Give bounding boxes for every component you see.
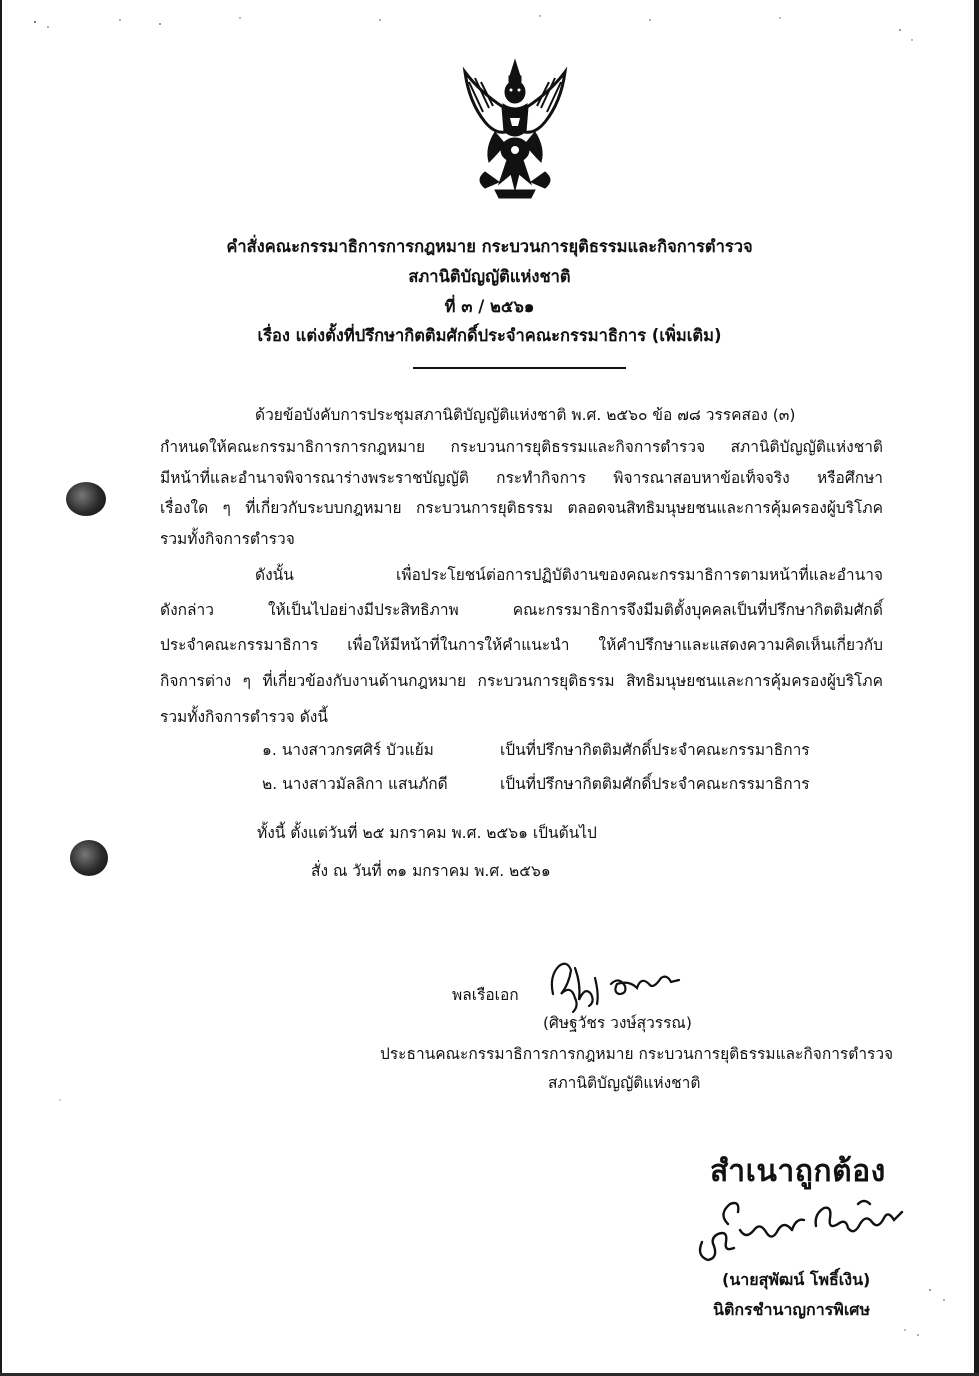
signer-position: ประธานคณะกรรมาธิการการกฎหมาย กระบวนการยุติธรรมและกิจการตำรวจ <box>380 1045 894 1063</box>
appointee-role: เป็นที่ปรึกษากิตติมศักดิ์ประจำคณะกรรมาธิการ <box>500 775 810 793</box>
paragraph-line: ดังนั้น เพื่อประโยชน์ต่อการปฏิบัติงานของคณะกรรมาธิการตามหน้าที่และอำนาจ <box>255 566 883 584</box>
appointee-name: ๒. นางสาวมัลลิกา แสนภักดี <box>262 775 448 793</box>
paragraph-line: รวมทั้งกิจการตำรวจ <box>160 530 295 548</box>
punch-hole <box>70 840 108 876</box>
signer-organization: สภานิติบัญญัติแห่งชาติ <box>548 1074 701 1092</box>
paragraph-line: ด้วยข้อบังคับการประชุมสภานิติบัญญัติแห่งชาติ พ.ศ. ๒๕๖๐ ข้อ ๗๘ วรรคสอง (๓) <box>255 406 796 424</box>
paragraph-line: กิจการต่าง ๆ ที่เกี่ยวข้องกับงานด้านกฎหมาย กระบวนการยุติธรรม สิทธิมนุษยชนและการคุ้มครองผู้บริโภค <box>160 672 883 690</box>
signer-name: (ศิษฐวัชร วงษ์สุวรรณ) <box>543 1014 692 1032</box>
order-organization: สภานิติบัญญัติแห่งชาติ <box>408 267 571 286</box>
paragraph-line: ดังกล่าว ให้เป็นไปอย่างมีประสิทธิภาพ คณะกรรมาธิการจึงมีมติตั้งบุคคลเป็นที่ปรึกษากิตติมศักดิ์ <box>160 601 883 619</box>
certified-copy-stamp: สำเนาถูกต้อง <box>710 1154 886 1189</box>
order-issuer: คำสั่งคณะกรรมาธิการการกฎหมาย กระบวนการยุติธรรมและกิจการตำรวจ <box>226 237 753 256</box>
signer-rank: พลเรือเอก <box>452 986 519 1004</box>
header-divider <box>413 367 626 369</box>
scan-border-right <box>974 0 979 1376</box>
paragraph-line: รวมทั้งกิจการตำรวจ ดังนี้ <box>160 708 328 726</box>
paragraph-line: เรื่องใด ๆ ที่เกี่ยวกับระบบกฎหมาย กระบวนการยุติธรรม ตลอดจนสิทธิมนุษยชนและการคุ้มครองผู้บริโภค <box>160 499 883 517</box>
certifier-name: (นายสุพัฒน์ โพธิ์เงิน) <box>722 1270 871 1289</box>
garuda-emblem <box>455 52 575 202</box>
punch-hole <box>66 482 106 516</box>
appointee-name: ๑. นางสาวกรศศิร์ บัวแย้ม <box>262 741 434 759</box>
certifier-signature <box>688 1190 913 1270</box>
order-number: ที่ ๓ / ๒๕๖๑ <box>444 297 535 316</box>
appointee-role: เป็นที่ปรึกษากิตติมศักดิ์ประจำคณะกรรมาธิการ <box>500 741 810 759</box>
order-date: สั่ง ณ วันที่ ๓๑ มกราคม พ.ศ. ๒๕๖๑ <box>311 862 551 880</box>
paragraph-line: กำหนดให้คณะกรรมาธิการการกฎหมาย กระบวนการยุติธรรมและกิจการตำรวจ สภานิติบัญญัติแห่งชาติ <box>160 438 883 456</box>
order-subject: เรื่อง แต่งตั้งที่ปรึกษากิตติมศักดิ์ประจำคณะกรรมาธิการ (เพิ่มเติม) <box>257 326 722 345</box>
effective-date: ทั้งนี้ ตั้งแต่วันที่ ๒๕ มกราคม พ.ศ. ๒๕๖๑ เป็นต้นไป <box>257 824 597 842</box>
paragraph-line: ประจำคณะกรรมาธิการ เพื่อให้มีหน้าที่ในการให้คำแนะนำ ให้คำปรึกษาและแสดงความคิดเห็นเกี่ยวกับ <box>160 636 883 654</box>
scan-border-left <box>0 0 2 1376</box>
certifier-title: นิติกรชำนาญการพิเศษ <box>713 1300 870 1319</box>
paragraph-line: มีหน้าที่และอำนาจพิจารณาร่างพระราชบัญญัติ กระทำกิจการ พิจารณาสอบหาข้อเท็จจริง หรือศึกษา <box>160 469 883 487</box>
